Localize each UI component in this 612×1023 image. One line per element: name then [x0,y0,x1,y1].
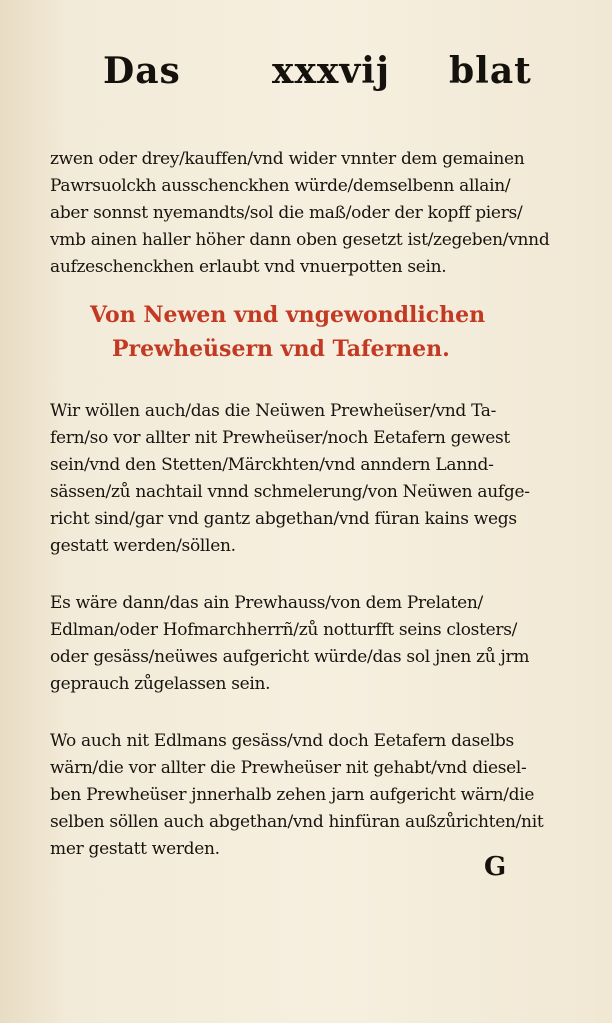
text-line: aber sonnst nyemandts/sol die maß/oder der kopff piers/ [50,203,523,223]
text-line: Edlman/oder Hofmarchherrñ/zů notturfft seins closters/ [50,620,518,640]
paragraph-exception [50,590,550,698]
text-line: zwen oder drey/kauffen/vnd wider vnnter dem gemainen [50,149,525,169]
paragraph-taverns [50,728,550,863]
text-line: selben söllen auch abgethan/vnd hinfüran außzůrichten/nit [50,812,544,832]
text-line: Es wäre dann/das ain Prewhauss/von dem Prelaten/ [50,593,483,613]
heading-line-1: Von Newen vnd vngewondlichen [90,302,486,328]
text-line: Wo auch nit Edlmans gesäss/vnd doch Eetafern daselbs [50,731,514,751]
text-line: sässen/zů nachtail vnnd schmelerung/von Neüwen aufge- [50,482,530,502]
text-line: geprauch zůgelassen sein. [50,674,271,694]
text-line: oder gesäss/neüwes aufgericht würde/das sol jnen zů jrm [50,647,530,667]
text-line: mer gestatt werden. [50,839,220,859]
text-line: Pawrsuolckh ausschenckhen würde/demselbenn allain/ [50,176,511,196]
text-line: ben Prewheüser jnnerhalb zehen jarn aufgericht wärn/die [50,785,535,805]
text-line: aufzeschenckhen erlaubt vnd vnuerpotten sein. [50,257,447,277]
text-line: gestatt werden/söllen. [50,536,236,556]
paragraph-new-breweries [50,398,550,560]
header-left-word: Das [103,50,181,92]
page-header [0,50,612,100]
heading-line-2: Prewheüsern vnd Tafernen. [112,336,450,362]
text-line: vmb ainen haller höher dann oben gesetzt ist/zegeben/vnnd [50,230,550,250]
signature-mark: G [484,852,507,882]
text-line: richt sind/gar vnd gantz abgethan/vnd füran kains wegs [50,509,517,529]
text-line: fern/so vor allter nit Prewheüser/noch Eetafern gewest [50,428,510,448]
text-line: wärn/die vor allter die Prewheüser nit gehabt/vnd diesel- [50,758,527,778]
text-line: sein/vnd den Stetten/Märckhten/vnd anndern Lannd- [50,455,494,475]
folio-number: xxxvij [272,50,391,92]
header-right-word: blat [449,50,532,92]
paragraph-continuation [50,146,550,281]
section-heading [90,298,550,366]
text-line: Wir wöllen auch/das die Neüwen Prewheüser/vnd Ta- [50,401,497,421]
